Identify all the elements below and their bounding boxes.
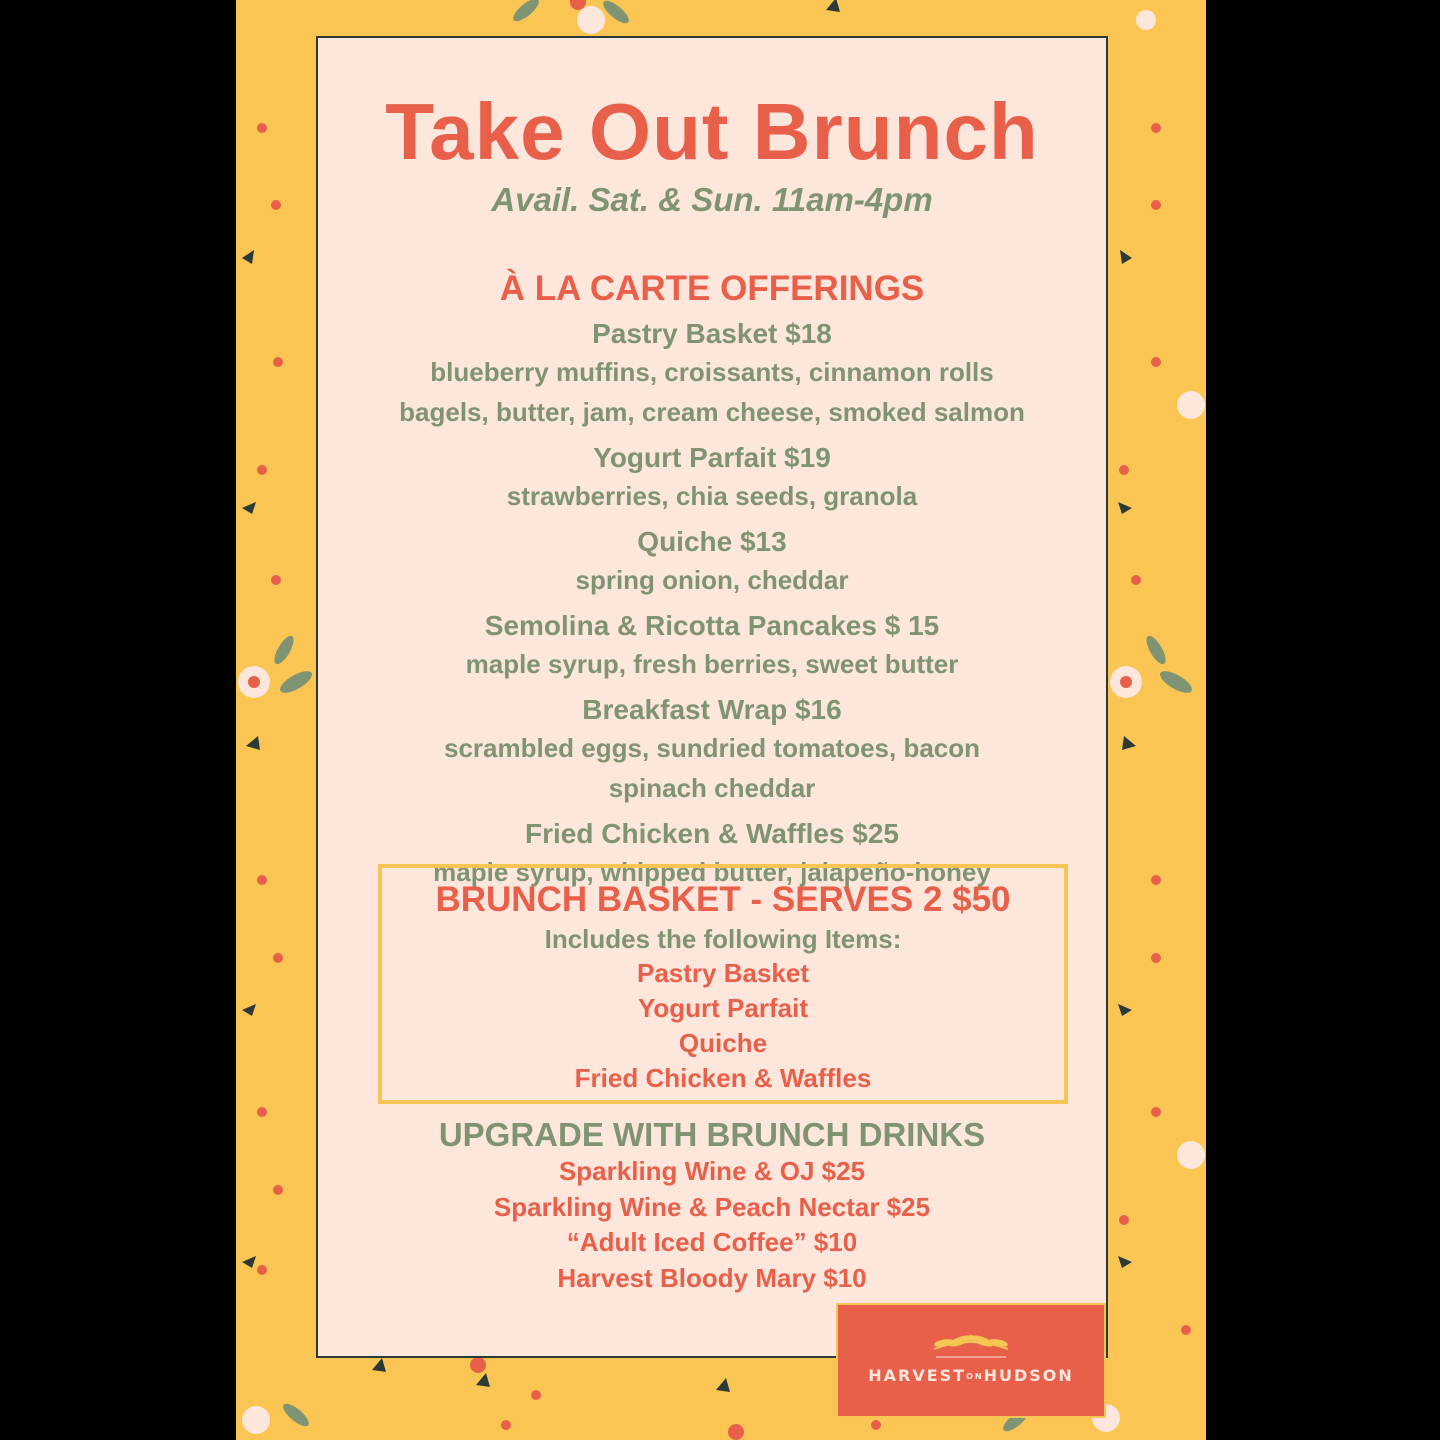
a-la-carte-list: [318, 316, 1106, 900]
basket-item: Yogurt Parfait: [638, 993, 808, 1023]
availability-text: Avail. Sat. & Sun. 11am-4pm: [491, 181, 933, 218]
item-description: spring onion, cheddar: [575, 565, 849, 595]
basket-item: Pastry Basket: [637, 958, 809, 988]
item-description: scrambled eggs, sundried tomatoes, bacon: [443, 733, 981, 763]
menu-card: [316, 36, 1108, 1358]
logo-right-text: HUDSON: [983, 1366, 1074, 1385]
drink-item: Sparkling Wine & Peach Nectar $25: [493, 1191, 931, 1222]
brunch-basket-box: [378, 864, 1068, 1104]
item-description: spinach cheddar: [608, 773, 816, 803]
item-name: Fried Chicken & Waffles $25: [525, 818, 899, 849]
item-description: bagels, butter, jam, cream cheese, smoked salmon: [399, 397, 1025, 427]
basket-item: Fried Chicken & Waffles: [574, 1063, 872, 1093]
item-name: Breakfast Wrap $16: [582, 694, 842, 725]
item-description: maple syrup, fresh berries, sweet butter: [465, 649, 959, 679]
harvest-on-hudson-logo: [836, 1303, 1106, 1418]
menu-poster: [236, 0, 1206, 1440]
item-name: Semolina & Ricotta Pancakes $ 15: [484, 610, 940, 641]
item-description: blueberry muffins, croissants, cinnamon rolls: [430, 357, 994, 387]
basket-item: Quiche: [678, 1028, 768, 1058]
menu-title: Take Out Brunch: [385, 87, 1039, 176]
list-item: [318, 608, 1106, 684]
item-name: Pastry Basket $18: [592, 318, 832, 349]
item-name: Quiche $13: [637, 526, 787, 557]
drinks-heading: UPGRADE WITH BRUNCH DRINKS: [438, 1116, 986, 1153]
a-la-carte-heading: À LA CARTE OFFERINGS: [499, 269, 925, 308]
list-item: [318, 440, 1106, 516]
logo-small-text: ON: [966, 1372, 984, 1381]
logo-left-text: HARVEST: [868, 1366, 967, 1385]
svg-text:HARVESTONHUDSON: [868, 1366, 1074, 1385]
drinks-list: [318, 1154, 1106, 1296]
drink-item: Sparkling Wine & OJ $25: [558, 1156, 866, 1186]
list-item: [318, 524, 1106, 600]
drink-item: Harvest Bloody Mary $10: [557, 1262, 867, 1293]
item-description: strawberries, chia seeds, granola: [506, 481, 918, 511]
basket-subtitle: Includes the following Items:: [544, 924, 902, 954]
logo-emblem: [838, 1305, 1104, 1416]
drink-item: “Adult Iced Coffee” $10: [566, 1227, 858, 1257]
item-description: maple syrup, whipped butter, jalapeño-honey: [433, 857, 991, 887]
list-item: [318, 316, 1106, 432]
list-item: [318, 692, 1106, 808]
basket-title: BRUNCH BASKET - SERVES 2 $50: [435, 880, 1011, 919]
item-name: Yogurt Parfait $19: [593, 442, 831, 473]
